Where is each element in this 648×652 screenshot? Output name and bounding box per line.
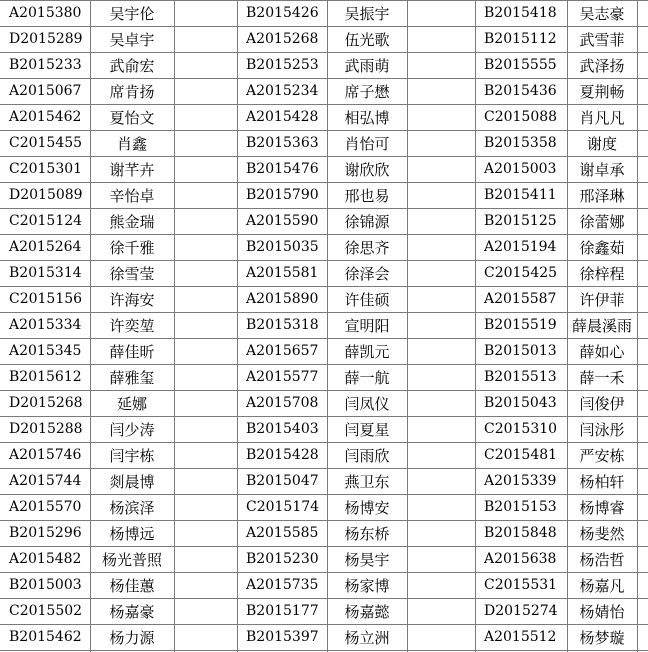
student-name-cell[interactable]: 许奕堃 [109,316,155,335]
student-id-cell[interactable]: A2015334 [9,317,82,333]
student-name-cell[interactable]: 伍光歌 [344,30,390,49]
student-id-cell[interactable]: A2015590 [246,213,319,229]
student-name-cell[interactable]: 徐锦源 [344,212,390,231]
student-id-cell[interactable]: B2015153 [484,499,557,515]
student-name-cell[interactable]: 杨力源 [109,628,155,647]
student-name-cell[interactable]: 杨东桥 [344,524,390,543]
student-id-cell[interactable]: A2015264 [9,239,82,255]
student-name-cell[interactable]: 闫凤仪 [344,394,390,413]
student-id-cell[interactable]: A2015067 [9,83,82,99]
student-id-cell[interactable]: B2015358 [484,135,557,151]
student-name-cell[interactable]: 许伊菲 [579,290,625,309]
student-id-cell[interactable]: C2015502 [9,603,83,619]
student-name-cell[interactable]: 杨斐然 [579,524,625,543]
student-id-cell[interactable]: B2015233 [9,57,82,73]
student-name-cell[interactable]: 肖鑫 [116,134,147,153]
student-id-cell[interactable]: B2015253 [246,57,319,73]
student-id-cell[interactable]: A2015890 [246,291,319,307]
student-id-cell[interactable]: A2015234 [246,83,319,99]
student-name-cell[interactable]: 薛佳昕 [109,342,155,361]
student-id-cell[interactable]: B2015043 [484,395,557,411]
student-id-cell[interactable]: A2015744 [9,473,82,489]
student-id-cell[interactable]: D2015089 [9,187,83,203]
student-id-cell[interactable]: D2015268 [9,395,83,411]
student-name-cell[interactable]: 延娜 [116,394,147,413]
student-id-cell[interactable]: C2015425 [484,265,558,281]
student-id-cell[interactable]: C2015174 [246,499,320,515]
student-name-cell[interactable]: 杨立洲 [344,628,390,647]
student-name-cell[interactable]: 薛晨溪雨 [571,316,632,335]
student-name-cell[interactable]: 闫雨欣 [344,446,390,465]
student-name-cell[interactable]: 吴志豪 [579,4,625,23]
student-name-cell[interactable]: 杨昊宇 [344,550,390,569]
student-id-cell[interactable]: A2015638 [484,551,557,567]
student-name-cell[interactable]: 杨博安 [344,498,390,517]
student-name-cell[interactable]: 杨浩哲 [579,550,625,569]
student-name-cell[interactable]: 谢欣欣 [344,160,390,179]
student-id-cell[interactable]: B2015476 [246,161,319,177]
student-name-cell[interactable]: 薛一航 [344,368,390,387]
student-id-cell[interactable]: B2015790 [246,187,319,203]
student-id-cell[interactable]: A2015587 [484,291,557,307]
student-name-cell[interactable]: 邢也易 [344,186,390,205]
student-name-cell[interactable]: 徐蕾娜 [579,212,625,231]
student-name-cell[interactable]: 杨家博 [344,576,390,595]
student-name-cell[interactable]: 薛如心 [579,342,625,361]
student-id-cell[interactable]: C2015156 [9,291,83,307]
column-gridline [407,0,408,652]
student-id-cell[interactable]: B2015314 [9,265,82,281]
student-id-cell[interactable]: B2015035 [246,239,319,255]
student-id-cell[interactable]: A2015585 [246,525,319,541]
student-id-cell[interactable]: B2015612 [9,369,82,385]
student-id-cell[interactable]: A2015194 [484,239,557,255]
student-id-cell[interactable]: B2015462 [9,629,82,645]
student-name-cell[interactable]: 徐梓程 [579,264,625,283]
student-id-cell[interactable]: C2015301 [9,161,83,177]
student-name-cell[interactable]: 严安栋 [579,446,625,465]
student-name-cell[interactable]: 杨嘉凡 [579,576,625,595]
student-name-cell[interactable]: 席子懋 [344,82,390,101]
student-id-cell[interactable]: B2015519 [484,317,557,333]
student-name-cell[interactable]: 杨光普照 [101,550,162,569]
student-name-cell[interactable]: 许佳硕 [344,290,390,309]
student-name-cell[interactable]: 邢泽琳 [579,186,625,205]
column-gridline [174,0,175,652]
student-id-cell[interactable]: A2015003 [484,161,557,177]
student-id-cell[interactable]: A2015339 [484,473,557,489]
student-id-cell[interactable]: B2015848 [484,525,557,541]
student-name-cell[interactable]: 杨婧怡 [579,602,625,621]
student-name-cell[interactable]: 徐思齐 [344,238,390,257]
student-id-cell[interactable]: D2015274 [484,603,558,619]
student-name-cell[interactable]: 肖怡可 [344,134,390,153]
student-id-cell[interactable]: C2015124 [9,213,83,229]
student-id-cell[interactable]: B2015436 [484,83,557,99]
student-id-cell[interactable]: A2015428 [246,109,319,125]
student-id-cell[interactable]: A2015570 [9,499,82,515]
student-id-cell[interactable]: B2015363 [246,135,319,151]
student-id-cell[interactable]: A2015512 [484,629,557,645]
student-name-cell[interactable]: 吴卓宇 [109,30,155,49]
student-id-cell[interactable]: C2015481 [484,447,558,463]
student-name-cell[interactable]: 席肯扬 [109,82,155,101]
student-name-cell[interactable]: 夏怡文 [109,108,155,127]
student-id-cell[interactable]: A2015345 [9,343,82,359]
student-name-cell[interactable]: 夏荆畅 [579,82,625,101]
student-name-cell[interactable]: 谢度 [586,134,617,153]
student-name-cell[interactable]: 辛怡卓 [109,186,155,205]
student-id-cell[interactable]: B2015125 [484,213,557,229]
student-id-cell[interactable]: B2015403 [246,421,319,437]
student-id-cell[interactable]: D2015288 [9,421,83,437]
student-name-cell[interactable]: 吴振宇 [344,4,390,23]
student-name-cell[interactable]: 闫少涛 [109,420,155,439]
student-name-cell[interactable]: 相弘博 [344,108,390,127]
student-name-cell[interactable]: 杨博睿 [579,498,625,517]
student-name-cell[interactable]: 徐泽会 [344,264,390,283]
student-name-cell[interactable]: 谢卓承 [579,160,625,179]
column-gridline [637,0,638,652]
student-name-cell[interactable]: 武雨萌 [344,56,390,75]
student-id-cell[interactable]: A2015482 [9,551,82,567]
student-id-cell[interactable]: A2015380 [9,5,82,21]
student-name-cell[interactable]: 薛雅玺 [109,368,155,387]
student-id-cell[interactable]: A2015657 [246,343,319,359]
student-id-cell[interactable]: A2015735 [246,577,319,593]
student-id-cell[interactable]: B2015177 [246,603,319,619]
student-id-cell[interactable]: B2015513 [484,369,557,385]
student-id-cell[interactable]: A2015708 [246,395,319,411]
student-name-cell[interactable]: 闫泳彤 [579,420,625,439]
student-name-cell[interactable]: 吴宇伦 [109,4,155,23]
student-id-cell[interactable]: A2015268 [246,31,319,47]
student-name-cell[interactable]: 肖凡凡 [579,108,625,127]
row-gridline [0,650,648,651]
student-id-cell[interactable]: C2015531 [484,577,558,593]
student-name-cell[interactable]: 杨梦璇 [579,628,625,647]
student-name-cell[interactable]: 闫夏星 [344,420,390,439]
student-id-cell[interactable]: C2015088 [484,109,558,125]
student-id-cell[interactable]: B2015426 [246,5,319,21]
student-id-cell[interactable]: B2015418 [484,5,557,21]
student-name-cell[interactable]: 杨嘉懿 [344,602,390,621]
student-name-cell[interactable]: 熊金瑞 [109,212,155,231]
student-name-cell[interactable]: 杨博远 [109,524,155,543]
student-name-cell[interactable]: 薛凯元 [344,342,390,361]
student-name-cell[interactable]: 宣明阳 [344,316,390,335]
student-name-cell[interactable]: 谢芊卉 [109,160,155,179]
student-name-cell[interactable]: 徐鑫茹 [579,238,625,257]
student-id-cell[interactable]: B2015003 [9,577,82,593]
student-id-cell[interactable]: A2015577 [246,369,319,385]
student-name-cell[interactable]: 杨柏轩 [579,472,625,491]
student-name-cell[interactable]: 武泽扬 [579,56,625,75]
student-id-cell[interactable]: B2015555 [484,57,557,73]
student-id-cell[interactable]: B2015047 [246,473,319,489]
student-name-cell[interactable]: 闫宇栋 [109,446,155,465]
student-id-cell[interactable]: B2015428 [246,447,319,463]
student-id-cell[interactable]: B2015296 [9,525,82,541]
student-name-cell[interactable]: 闫俊伊 [579,394,625,413]
student-id-cell[interactable]: A2015462 [9,109,82,125]
student-id-cell[interactable]: D2015289 [9,31,83,47]
student-id-cell[interactable]: C2015310 [484,421,558,437]
student-name-cell[interactable]: 杨滨泽 [109,498,155,517]
student-id-cell[interactable]: B2015411 [484,187,557,203]
student-name-cell[interactable]: 薛一禾 [579,368,625,387]
student-name-cell[interactable]: 杨嘉豪 [109,602,155,621]
student-id-cell[interactable]: B2015013 [484,343,557,359]
student-name-cell[interactable]: 武俞宏 [109,56,155,75]
student-name-cell[interactable]: 武雪菲 [579,30,625,49]
student-id-cell[interactable]: B2015230 [246,551,319,567]
student-name-cell[interactable]: 燕卫东 [344,472,390,491]
student-id-cell[interactable]: B2015112 [484,31,557,47]
student-id-cell[interactable]: B2015397 [246,629,319,645]
student-name-cell[interactable]: 徐千雅 [109,238,155,257]
student-name-cell[interactable]: 剡晨博 [109,472,155,491]
student-name-cell[interactable]: 徐雪莹 [109,264,155,283]
student-name-cell[interactable]: 许海安 [109,290,155,309]
student-id-cell[interactable]: A2015581 [246,265,319,281]
student-id-cell[interactable]: B2015318 [246,317,319,333]
student-id-cell[interactable]: A2015746 [9,447,82,463]
student-id-cell[interactable]: C2015455 [9,135,83,151]
student-name-cell[interactable]: 杨佳蕙 [109,576,155,595]
